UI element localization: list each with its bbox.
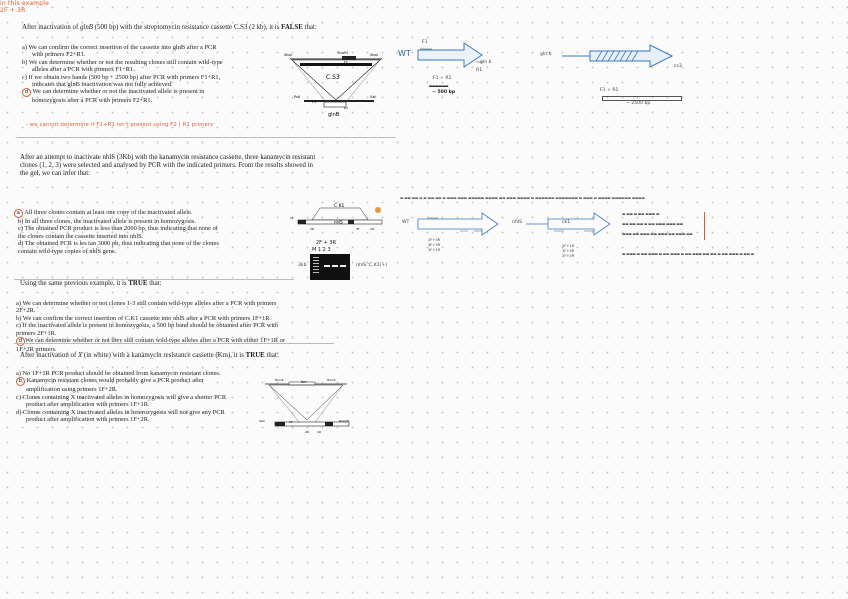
svg-text:XbaI: XbaI — [370, 53, 378, 57]
svg-text:1F: 1F — [289, 420, 293, 424]
svg-text:nhlS: nhlS — [334, 219, 343, 225]
q3-option-b[interactable]: b) We can confirm the correct insertion of C.K1 cassette into nhlS after a PCR with primers 1F+1R. — [16, 314, 272, 322]
notes2-ck1: ck1 — [562, 220, 571, 225]
q2-gel-band-label: nhlS::C.K1(+) — [356, 263, 388, 268]
q2-gel — [310, 254, 350, 280]
q4-option-b[interactable]: b Kanamycin resistant clones would probably give a PCR product after — [16, 377, 226, 386]
svg-text:PstI: PstI — [294, 95, 301, 99]
svg-text:EcoRI: EcoRI — [338, 51, 348, 55]
svg-text:SalI: SalI — [370, 95, 377, 99]
gel-band-2 — [332, 265, 338, 267]
svg-text:3F: 3F — [356, 227, 360, 231]
q4-diagram — [255, 376, 355, 438]
notes2-header-scribble: ▬ ▬▬ ▬▬ ▬ ▬ ▬▬ ▬▬ ▬ ▬▬▬ ▬▬▬ ▬▬▬▬▬ ▬▬▬▬ ▬▬ ▬▬▬ ▬▬▬▬ ▬ ▬▬▬▬▬▬ ▬▬▬▬▬▬▬ ▬ ▬▬▬ ▬ ▬▬▬▬ ▬▬▬▬▬▬ ▬▬▬▬ — [400, 196, 645, 200]
q2-gel-lanes: M 1 2 3 — [312, 247, 331, 253]
svg-text:Km: Km — [301, 380, 307, 384]
notes1-cs3: cs3 — [674, 64, 682, 69]
q1-stem: After inactivation of glnB (500 bp) with the streptomycin resistance cassette C.S3 (2 kb), it is FALSE that: — [22, 24, 317, 31]
q2-option-d[interactable]: d) The obtained PCR is les tan 3000 pb, thus indicating that none of the clones — [18, 240, 219, 248]
q2-gel-primers: 2F + 3R — [316, 240, 337, 246]
q2-gel-marker: 3kb — [298, 263, 307, 268]
q1-gene-label: glnB — [328, 112, 340, 118]
gel-band-1 — [324, 265, 330, 267]
svg-text:C.K1: C.K1 — [334, 204, 345, 209]
q3-options: a) We can determine whether or not clones 1-3 still contain wild-type alleles after a PCR with primers 2F+2R. b) We can confirm the correct insertion of C.K1 cassette into nhlS after a PCR with primers 1F+1R. c) If the inactivated allele is present in homozygosis, a 500 bp band should be obtained after PCR with primers 2F+1R. d We can determine whether or not they still contain wild-type alleles after a PCR with either 1F+1R or 1F+2R primers. — [16, 300, 285, 354]
q1-option-a[interactable]: a) We can confirm the correct insertion of the cassette into glnB after a PCR — [22, 44, 217, 51]
q1-options: a) We can confirm the correct insertion of the cassette into glnB after a PCR with primers F2+R1. b) We can determine whether or not the resulting clones still contain wild-type alleles after a PCR with primers F1+R1. c) If we obtain two bands (500 bp + 2500 bp) after PCR with primers F1+R1, indicates that glnB inactivation was not fully achieved. d We can determine whether or not the inactivated allele is present in homozygosis after a PCR with primers F2+R1. — [22, 44, 223, 105]
q1-handnote: - we cannot determine if F1+R1 isn't present using F2 | R1 primers — [26, 122, 214, 128]
divider-1 — [16, 137, 396, 138]
q2-options: a All three clones contain at least one copy of the inactivated allele. b) In all three clones, the inactivated allele is present in homozygosis. c) The obtained PCR product is less than 2000 bp, thus indicating that none of the clones contain the cassette inserted into nhlS. d) The obtained PCR is les tan 3000 pb, thus indicating that none of the clones contain wild-type copies of nhlS gene. — [14, 209, 219, 255]
notes2-primers: 2F + 3R — [0, 7, 26, 14]
svg-text:2R: 2R — [310, 227, 314, 231]
gel-marker-band — [313, 257, 319, 275]
notes2-wt-arrow — [416, 210, 500, 238]
svg-text:2R: 2R — [305, 430, 309, 434]
notes2-in-this-example: in this example — [0, 0, 50, 7]
gel-band-3 — [340, 265, 346, 267]
svg-text:1R: 1R — [317, 430, 321, 434]
q2-option-c[interactable]: c) The obtained PCR product is less than 2000 bp, thus indicating that none of — [18, 225, 218, 233]
q4-option-a[interactable]: a) No 1F+1R PCR product should be obtained from kanamycin resistant clones. — [16, 370, 221, 377]
notes1-wt: WT — [398, 49, 411, 58]
svg-text:SstI: SstI — [259, 419, 265, 423]
notes2-nhls: nhlS — [512, 220, 523, 225]
notes1-f1r1: F1 + R1 — [433, 76, 452, 81]
svg-text:1R: 1R — [370, 227, 374, 231]
svg-text:HincII: HincII — [327, 378, 336, 382]
svg-text:HincII: HincII — [275, 378, 284, 382]
svg-text:F1: F1 — [312, 100, 317, 104]
notes2-m2: 1F+3R — [562, 249, 575, 253]
q3-option-a[interactable]: a) We can determine whether or not clones 1-3 still contain wild-type alleles after a PCR with primers — [16, 300, 277, 307]
q2-answer-circle: a — [14, 209, 23, 218]
notes1-500bp: ~ 500 bp — [432, 90, 456, 95]
q3-option-d[interactable]: d We can determine whether or not they still contain wild-type alleles after a PCR with either 1F+1R or — [16, 337, 285, 346]
svg-text:BamHI: BamHI — [339, 419, 349, 423]
q3-answer-circle: d — [16, 337, 25, 346]
notes1-gene: gln b — [480, 60, 492, 65]
notes1-2500bp: ~ 2500 bp — [626, 101, 651, 106]
notes2-l3: 1F+1R — [428, 248, 441, 252]
q1-cassette-label: C.S3 — [326, 74, 340, 81]
notes2-m3: 2F+2R — [562, 254, 575, 258]
q2-option-a[interactable]: a All three clones contain at least one copy of the inactivated allele. — [14, 209, 219, 218]
q3-stem: Using the same previous example, it is TRUE that: — [20, 280, 162, 287]
svg-text:R1: R1 — [344, 106, 348, 110]
q2-option-b[interactable]: b) In all three clones, the inactivated allele is present in homozygosis. — [18, 218, 196, 225]
notes2-wt: WT — [402, 220, 410, 225]
svg-text:1F: 1F — [290, 216, 294, 220]
q4-option-c[interactable]: c) Clones containing X inactivated alleles in homozygosis will give a shorter PCR — [16, 393, 227, 401]
q1-option-b[interactable]: b) We can determine whether or not the resulting clones still contain wild-type — [22, 58, 223, 66]
svg-text:F2: F2 — [344, 60, 348, 64]
notes2-l2: 3F+3R — [428, 243, 441, 247]
q2-diagram — [290, 200, 390, 236]
svg-text:XbaI: XbaI — [284, 53, 292, 57]
notes1-mutant-arrow — [560, 42, 680, 70]
q4-answer-circle: b — [16, 377, 25, 386]
q4-options: a) No 1F+1R PCR product should be obtained from kanamycin resistant clones. b Kanamycin resistant clones would probably give a PCR product after amplification using primers 1F+2R. c) Clones containing X inactivated alleles in homozygosis will give a shorter PCR product after amplification with primers 1F+1R. d) Clones containing X inactivated alleles in heterozygosis will not give any PCR product after amplification with primers 1F+2R. — [16, 370, 227, 424]
q1-option-d[interactable]: d We can determine whether or not the inactivated allele is present in — [22, 88, 223, 97]
q1-answer-circle: d — [22, 88, 31, 97]
q1-diagram — [282, 50, 392, 122]
notes2-m1: 2F+1R — [562, 244, 575, 248]
notes2-l1: 2F+3R — [428, 238, 441, 242]
divider-3 — [14, 343, 334, 344]
notes2-bracket — [704, 212, 707, 240]
q1-option-c[interactable]: c) If we obtain two bands (500 bp + 2500 bp) after PCR with primers F1+R1, — [22, 73, 221, 81]
q4-stem: After inactivation of X (in white) with a kanamycin resistance cassette (Km), it is TRUE that: — [20, 352, 279, 359]
notes1-right-gene: gln b — [540, 52, 552, 57]
q4-option-d[interactable]: d) Clones containing X inactivated alleles in heterozygosis will not give any PCR — [16, 408, 225, 416]
q2-stem: After an attempt to inactivate nhlS (3Kb) with the kanamycin resistance cassette, three kanamycin resistant clones (1, 2, 3) were selected and analysed by PCR with the indicated primers. From the results showed in the gel, we can infer that: — [20, 154, 316, 177]
q3-option-c[interactable]: c) If the inactivated allele is present in homozygosis, a 500 bp band should be obtained after PCR with — [16, 322, 279, 330]
